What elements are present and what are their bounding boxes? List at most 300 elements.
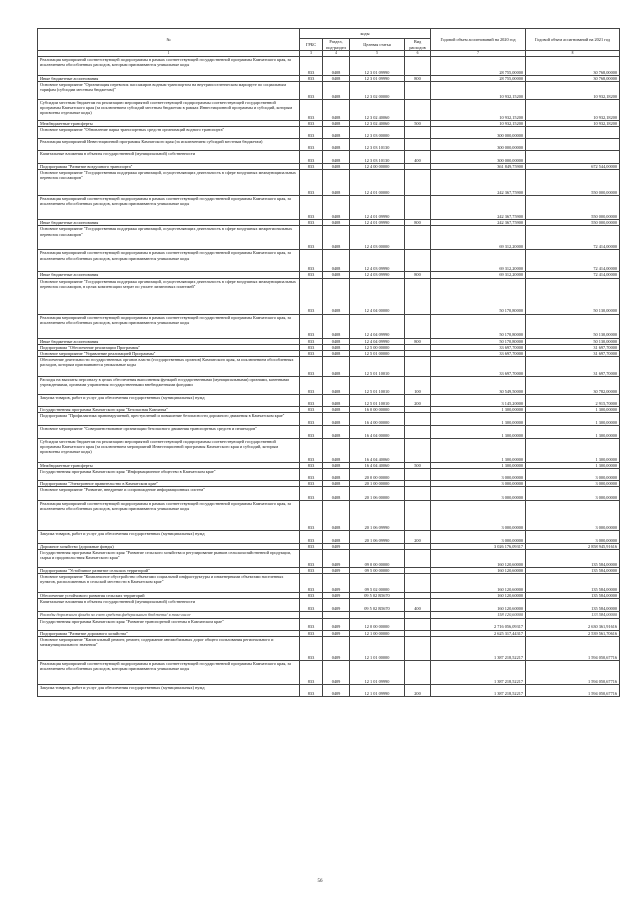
row-grbs: 833: [300, 278, 323, 314]
col-num-4: 4: [323, 51, 350, 57]
table-row: [38, 574, 620, 593]
col-num-6: 6: [405, 51, 431, 57]
row-csr: 09 5 02 R5670: [350, 599, 405, 612]
row-razdel: 0408: [323, 394, 350, 406]
row-csr: 20 1 06 09990: [350, 501, 405, 531]
table-row: [38, 376, 620, 394]
row-grbs: 833: [300, 226, 323, 250]
row-razdel: 0409: [323, 618, 350, 630]
row-grbs: 833: [300, 356, 323, 376]
row-amount-2020: 158 120,60000: [431, 612, 526, 618]
row-razdel: 0408: [323, 196, 350, 220]
row-vr: [405, 618, 431, 630]
row-name: Реализация мероприятий соответствующей подпрограммы в рамках соответствующей государственной программы Камчатского края, за исключением обособленных расходов, которым присваиваются уникальные коды: [38, 196, 300, 220]
header-vr: Вид расходов: [405, 39, 431, 51]
row-razdel: 0408: [323, 226, 350, 250]
row-csr: 12 3 02 40060: [350, 121, 405, 127]
row-amount-2021: 10 932,18200: [526, 100, 620, 121]
row-vr: 200: [405, 394, 431, 406]
row-razdel: 0408: [323, 338, 350, 344]
row-csr: 12 5 01 00000: [350, 350, 405, 356]
row-amount-2021: 3 000,00000: [526, 481, 620, 487]
row-name: Капитальные вложения в объекты государственной (муниципальной) собственности: [38, 599, 300, 612]
row-name: Закупка товаров, работ и услуг для обеспечения государственных (муниципальных) нужд: [38, 531, 300, 544]
row-razdel: 0408: [323, 82, 350, 100]
row-vr: [405, 170, 431, 196]
table-row: [38, 684, 620, 696]
row-amount-2021: 10 932,18200: [526, 82, 620, 100]
row-grbs: 833: [300, 170, 323, 196]
row-csr: 12 0 00 00000: [350, 618, 405, 630]
row-name: Обеспечение устойчивого развития сельских территорий: [38, 593, 300, 599]
row-name: Реализация мероприятий соответствующей подпрограммы в рамках соответствующей государственной программы Камчатского края, за исключением обособленных расходов, которым присваиваются уникальные коды: [38, 314, 300, 338]
row-csr: 12 1 01 09990: [350, 660, 405, 684]
row-amount-2021: 1 594 050,67716: [526, 684, 620, 696]
row-name: Подпрограмма "Устойчивое развитие сельских территорий": [38, 568, 300, 574]
header-grbs: ГРБС: [300, 39, 323, 51]
row-amount-2021: 1 594 050,67716: [526, 660, 620, 684]
table-row: [38, 314, 620, 338]
row-grbs: 833: [300, 272, 323, 278]
row-amount-2020: 33 697,70000: [431, 344, 526, 350]
row-amount-2020: 3 026 176,09317: [431, 544, 526, 550]
row-amount-2021: 30 768,00000: [526, 57, 620, 76]
row-vr: [405, 139, 431, 151]
row-amount-2021: 10 932,18200: [526, 121, 620, 127]
header-razdel: Раздел, под-раздел: [323, 39, 350, 51]
row-amount-2020: 3 000,00000: [431, 469, 526, 481]
row-csr: 20 1 06 09990: [350, 531, 405, 544]
table-row: [38, 550, 620, 568]
budget-table: [37, 28, 620, 697]
row-razdel: 0409: [323, 636, 350, 660]
row-grbs: 833: [300, 425, 323, 438]
row-amount-2020: 50 170,80000: [431, 338, 526, 344]
table-row: [38, 599, 620, 612]
row-csr: 20 0 00 00000: [350, 469, 405, 481]
row-amount-2020: 300 000,00000: [431, 139, 526, 151]
row-grbs: 833: [300, 344, 323, 350]
table-row: [38, 412, 620, 425]
row-razdel: 0409: [323, 550, 350, 568]
row-vr: [405, 100, 431, 121]
row-csr: 12 3 03 10130: [350, 139, 405, 151]
row-name: Субсидии местным бюджетам на реализацию мероприятий соответствующей подпрограммы соответствующей государственной программы Камчатского края (за исключением мероприятий Инвестиционной программы Камчатского края и субсидий, которым присвоены отдельные коды): [38, 438, 300, 462]
row-name: Государственная программа Камчатского края "Информационное общество в Камчатском крае": [38, 469, 300, 481]
row-razdel: 0408: [323, 151, 350, 164]
table-row: [38, 501, 620, 531]
row-razdel: 0409: [323, 574, 350, 593]
row-vr: 800: [405, 338, 431, 344]
row-amount-2020: 3 000,00000: [431, 501, 526, 531]
row-amount-2020: 160 120,60000: [431, 550, 526, 568]
row-razdel: 0408: [323, 469, 350, 481]
row-amount-2021: 2 630 361,91616: [526, 618, 620, 630]
row-amount-2021: 72 414,00000: [526, 226, 620, 250]
table-row: [38, 278, 620, 314]
row-razdel: 0408: [323, 314, 350, 338]
table-row: [38, 487, 620, 501]
row-vr: 400: [405, 599, 431, 612]
header-year-2020: Годовой объем ассигнований на 2020 год: [431, 29, 526, 51]
row-razdel: 0408: [323, 376, 350, 394]
table-row: [38, 57, 620, 76]
row-name: Основное мероприятие "Государственная поддержка организаций, осуществляющих деятельность в сфере воздушных межмуниципальных перевозок пассажиров": [38, 170, 300, 196]
row-amount-2021: 1 300,00000: [526, 438, 620, 462]
row-razdel: 0409: [323, 599, 350, 612]
header-year-2021: Годовой объем ассигнований на 2021 год: [526, 29, 620, 51]
table-row: [38, 469, 620, 481]
row-razdel: 0408: [323, 100, 350, 121]
row-csr: 12 4 00 00000: [350, 164, 405, 170]
table-row: [38, 660, 620, 684]
row-grbs: 833: [300, 196, 323, 220]
row-amount-2021: 1 594 050,67716: [526, 636, 620, 660]
row-amount-2020: 28 755,00000: [431, 57, 526, 76]
row-amount-2021: 31 697,70000: [526, 350, 620, 356]
row-grbs: 833: [300, 406, 323, 412]
row-amount-2020: 1 300,00000: [431, 406, 526, 412]
row-name: Основное мероприятие "Капитальный ремонт, ремонт, содержание автомобильных дорог общего пользования регионального и межмуниципального значения": [38, 636, 300, 660]
row-amount-2020: 30 549,50000: [431, 376, 526, 394]
row-vr: [405, 438, 431, 462]
row-amount-2021: 2 858 945,91616: [526, 544, 620, 550]
row-amount-2020: 10 932,15200: [431, 121, 526, 127]
row-name: Основное мероприятие "Управление реализацией Программы": [38, 350, 300, 356]
row-razdel: 0408: [323, 127, 350, 139]
row-razdel: 0408: [323, 76, 350, 82]
row-csr: 12 1 01 00000: [350, 636, 405, 660]
row-amount-2021: 3 000,00000: [526, 501, 620, 531]
row-grbs: 833: [300, 164, 323, 170]
row-grbs: 833: [300, 684, 323, 696]
header-codes: коды: [300, 29, 431, 39]
row-name: Реализация мероприятий соответствующей подпрограммы в рамках соответствующей государственной программы Камчатского края, за исключением обособленных расходов, которым присваиваются уникальные коды: [38, 250, 300, 272]
row-csr: 09 5 02 00000: [350, 574, 405, 593]
row-grbs: 833: [300, 412, 323, 425]
row-razdel: 0408: [323, 170, 350, 196]
row-name: Реализация мероприятий соответствующей подпрограммы в рамках соответствующей государственной программы Камчатского края, за исключением обособленных расходов, которым присваиваются уникальные коды: [38, 660, 300, 684]
row-vr: [405, 660, 431, 684]
row-amount-2021: 31 697,70000: [526, 356, 620, 376]
row-name: Субсидии местным бюджетам на реализацию мероприятий соответствующей подпрограммы соответствующей государственной программы Камчатского края (за исключением субсидий местным бюджетам в рамках Инвестиционной программы и субсидий, которым присвоены отдельные коды): [38, 100, 300, 121]
row-name: Реализация мероприятий Инвестиционной программы Камчатского края (за исключением субсидий местным бюджетам): [38, 139, 300, 151]
row-grbs: 833: [300, 544, 323, 550]
table-row: [38, 438, 620, 462]
row-amount-2021: 30 768,00000: [526, 76, 620, 82]
row-grbs: 833: [300, 481, 323, 487]
row-name: Государственная программа Камчатского края "Безопасная Камчатка": [38, 406, 300, 412]
row-amount-2020: 1 387 218,52217: [431, 636, 526, 660]
row-name: Дорожное хозяйство (дорожные фонды): [38, 544, 300, 550]
row-razdel: 0409: [323, 630, 350, 636]
table-row: [38, 139, 620, 151]
row-vr: 500: [405, 121, 431, 127]
row-grbs: 833: [300, 574, 323, 593]
row-csr: 12 4 04 09990: [350, 338, 405, 344]
row-razdel: 0408: [323, 220, 350, 226]
row-razdel: 0408: [323, 350, 350, 356]
row-csr: 12 3 01 09990: [350, 57, 405, 76]
row-grbs: 833: [300, 568, 323, 574]
table-row: [38, 100, 620, 121]
row-amount-2021: 135 584,00000: [526, 550, 620, 568]
row-csr: 16 4 00 00000: [350, 412, 405, 425]
row-vr: [405, 487, 431, 501]
row-grbs: 833: [300, 636, 323, 660]
row-grbs: 833: [300, 593, 323, 599]
row-vr: [405, 574, 431, 593]
row-amount-2020: 3 000,00000: [431, 481, 526, 487]
row-amount-2021: 135 584,00000: [526, 593, 620, 599]
row-grbs: 833: [300, 250, 323, 272]
row-amount-2021: 135 584,00000: [526, 574, 620, 593]
table-row: [38, 636, 620, 660]
row-vr: 400: [405, 151, 431, 164]
row-name: Основное мероприятие "Обновление парка транспортных средств организаций водного транспорта": [38, 127, 300, 139]
row-csr: 12 4 03 00000: [350, 226, 405, 250]
table-row: [38, 356, 620, 376]
row-razdel: 0408: [323, 164, 350, 170]
row-amount-2021: 550 000,00000: [526, 170, 620, 196]
row-razdel: 0408: [323, 344, 350, 350]
row-vr: [405, 82, 431, 100]
row-amount-2020: 242 367,75900: [431, 196, 526, 220]
row-grbs: 833: [300, 220, 323, 226]
row-csr: 20 1 06 00000: [350, 487, 405, 501]
row-csr: 12 5 01 10010: [350, 394, 405, 406]
row-name: Подпрограмма "Электронное правительство в Камчатском крае": [38, 481, 300, 487]
row-amount-2020: 28 755,00000: [431, 76, 526, 82]
row-razdel: 0408: [323, 487, 350, 501]
row-amount-2020: 3 145,20000: [431, 394, 526, 406]
row-amount-2020: 160 120,60000: [431, 599, 526, 612]
row-name: Реализация мероприятий соответствующей подпрограммы в рамках соответствующей государственной программы Камчатского края, за исключением обособленных расходов, которым присваиваются уникальные коды: [38, 501, 300, 531]
row-grbs: 833: [300, 660, 323, 684]
row-grbs: 833: [300, 394, 323, 406]
col-num-1: 1: [38, 51, 300, 57]
row-vr: 800: [405, 76, 431, 82]
row-amount-2021: 1 300,00000: [526, 406, 620, 412]
row-name: Основное мероприятие "Совершенствование организации безопасного движения транспортных средств и пешеходов": [38, 425, 300, 438]
row-grbs: 833: [300, 121, 323, 127]
row-razdel: 0408: [323, 250, 350, 272]
row-vr: [405, 278, 431, 314]
row-razdel: 0409: [323, 544, 350, 550]
budget-table-sheet: [37, 28, 619, 697]
row-amount-2021: 550 000,00000: [526, 196, 620, 220]
row-grbs: 833: [300, 599, 323, 612]
row-grbs: 833: [300, 338, 323, 344]
table-row: [38, 170, 620, 196]
row-amount-2021: 50 130,00000: [526, 278, 620, 314]
row-csr: 12 3 01 09990: [350, 76, 405, 82]
row-name: Основное мероприятие "Организация перевозок пассажиров водным транспортом на внутрипоселенческом маршруте по социальным тарифам (субсидии местным бюджетам)": [38, 82, 300, 100]
row-csr: 12 3 03 10130: [350, 151, 405, 164]
row-razdel: 0408: [323, 481, 350, 487]
table-row: [38, 250, 620, 272]
col-num-3: 3: [300, 51, 323, 57]
row-vr: [405, 550, 431, 568]
row-amount-2021: 1 300,00000: [526, 462, 620, 468]
row-name: Расходы на выплаты персоналу в целях обеспечения выполнения функций государственными (муниципальными) органами, казенными учреждениями, органами управления государственными внебюджетными фондами: [38, 376, 300, 394]
row-vr: [405, 226, 431, 250]
row-csr: 12 3 02 40060: [350, 100, 405, 121]
table-row: [38, 618, 620, 630]
row-amount-2021: 3 000,00000: [526, 469, 620, 481]
row-amount-2020: 69 312,20000: [431, 250, 526, 272]
row-grbs: 833: [300, 139, 323, 151]
row-vr: [405, 127, 431, 139]
table-row: [38, 425, 620, 438]
row-razdel: 0409: [323, 660, 350, 684]
row-name: Подпрограмма "Профилактика правонарушений, преступлений и повышение безопасности дорожного движения в Камчатском крае": [38, 412, 300, 425]
row-grbs: 833: [300, 82, 323, 100]
row-amount-2020: 1 300,00000: [431, 412, 526, 425]
row-amount-2020: 10 932,15200: [431, 100, 526, 121]
row-grbs: 833: [300, 469, 323, 481]
row-name: Иные бюджетные ассигнования: [38, 220, 300, 226]
row-amount-2020: 50 170,80000: [431, 314, 526, 338]
row-grbs: 833: [300, 376, 323, 394]
header-num: №: [38, 29, 300, 51]
row-amount-2020: 1 300,00000: [431, 462, 526, 468]
row-name: Основное мероприятие "Комплексное обустройство объектами социальной инфраструктуры и инженерными объектами населенных пунктов, расположенных в сельской местности в Камчатском крае": [38, 574, 300, 593]
row-csr: 12 5 01 10010: [350, 376, 405, 394]
row-amount-2020: 1 387 218,52217: [431, 660, 526, 684]
row-amount-2020: 69 312,20000: [431, 226, 526, 250]
row-vr: [405, 412, 431, 425]
table-row: [38, 531, 620, 544]
row-amount-2021: 550 000,00000: [526, 220, 620, 226]
row-amount-2020: 1 300,00000: [431, 438, 526, 462]
row-grbs: 833: [300, 314, 323, 338]
row-csr: 09 0 00 00000: [350, 550, 405, 568]
col-num-8: 8: [526, 51, 620, 57]
row-vr: [405, 356, 431, 376]
row-amount-2020: 33 697,70000: [431, 350, 526, 356]
row-amount-2020: 160 120,60000: [431, 574, 526, 593]
row-amount-2020: 3 000,00000: [431, 487, 526, 501]
row-grbs: 833: [300, 550, 323, 568]
row-csr: 12 5 01 10010: [350, 356, 405, 376]
row-amount-2021: 135 584,00000: [526, 568, 620, 574]
row-csr: 16 4 04 40060: [350, 462, 405, 468]
row-csr: 16 4 04 40060: [350, 438, 405, 462]
row-amount-2020: 160 120,60000: [431, 568, 526, 574]
row-name: Подпрограмма "Развитие воздушного транспорта": [38, 164, 300, 170]
row-grbs: 833: [300, 438, 323, 462]
row-razdel: 0408: [323, 412, 350, 425]
row-amount-2020: 3 000,00000: [431, 531, 526, 544]
row-amount-2020: 2 716 056,09317: [431, 618, 526, 630]
row-vr: 500: [405, 462, 431, 468]
row-razdel: 0409: [323, 568, 350, 574]
table-row: [38, 226, 620, 250]
row-amount-2021: 72 414,00000: [526, 250, 620, 272]
row-csr: 20 1 00 00000: [350, 481, 405, 487]
row-name: Обеспечение деятельности государственных органов власти (государственных органов) Камчатского края, за исключением обособленных расходов, которым присваиваются уникальные коды: [38, 356, 300, 376]
row-amount-2021: 3 000,00000: [526, 487, 620, 501]
row-csr: 16 4 04 00000: [350, 425, 405, 438]
row-razdel: 0409: [323, 593, 350, 599]
row-amount-2020: 160 120,60000: [431, 593, 526, 599]
row-grbs: 833: [300, 501, 323, 531]
row-name: Расходы дорожного фонда за счет средств федерального бюджета/ в том числе: [38, 612, 300, 618]
row-csr: 16 0 00 00000: [350, 406, 405, 412]
table-header: [38, 29, 620, 57]
row-amount-2021: [526, 127, 620, 139]
row-amount-2020: 33 697,70000: [431, 356, 526, 376]
row-amount-2020: 361 849,75900: [431, 164, 526, 170]
table-body: [38, 57, 620, 697]
row-amount-2021: [526, 139, 620, 151]
row-amount-2021: 1 300,00000: [526, 412, 620, 425]
row-amount-2021: 133 584,00000: [526, 612, 620, 618]
row-name: Межбюджетные трансферты: [38, 121, 300, 127]
row-vr: 200: [405, 531, 431, 544]
page-number: 56: [317, 879, 323, 884]
row-amount-2020: 1 300,00000: [431, 425, 526, 438]
row-amount-2021: 1 300,00000: [526, 425, 620, 438]
col-num-7: 7: [431, 51, 526, 57]
row-razdel: 0408: [323, 501, 350, 531]
row-vr: 800: [405, 272, 431, 278]
row-name: Межбюджетные трансферты: [38, 462, 300, 468]
row-vr: [405, 250, 431, 272]
row-razdel: 0408: [323, 57, 350, 76]
row-amount-2020: 242 367,75900: [431, 170, 526, 196]
row-razdel: 0408: [323, 425, 350, 438]
row-name: Иные бюджетные ассигнования: [38, 76, 300, 82]
row-name: Закупка товаров, работ и услуг для обеспечения государственных (муниципальных) нужд: [38, 684, 300, 696]
row-amount-2020: 50 170,80000: [431, 278, 526, 314]
row-vr: [405, 314, 431, 338]
table-row: [38, 394, 620, 406]
row-name: Подпрограмма "Обеспечение реализации Программы": [38, 344, 300, 350]
row-csr: 09 5 00 00000: [350, 568, 405, 574]
row-razdel: 0409: [323, 684, 350, 696]
row-amount-2020: 10 932,15200: [431, 82, 526, 100]
row-csr: 12 1 00 00000: [350, 630, 405, 636]
row-csr: 12 4 01 09990: [350, 220, 405, 226]
row-grbs: 833: [300, 630, 323, 636]
row-csr: 12 5 00 00000: [350, 344, 405, 350]
row-razdel: 0408: [323, 356, 350, 376]
row-amount-2021: 50 130,00000: [526, 314, 620, 338]
row-razdel: 0408: [323, 406, 350, 412]
row-razdel: 0408: [323, 531, 350, 544]
row-grbs: 833: [300, 100, 323, 121]
row-amount-2020: 69 312,20000: [431, 272, 526, 278]
row-amount-2021: [526, 151, 620, 164]
row-razdel: 0408: [323, 121, 350, 127]
table-row: [38, 196, 620, 220]
row-name: Закупка товаров, работ и услуг для обеспечения государственных (муниципальных) нужд: [38, 394, 300, 406]
row-name: Основное мероприятие "Государственная поддержка организаций, осуществляющих деятельность в сфере воздушных межмуниципальных перевозок пассажиров, в целях компенсации затрат по уплате лизинговых платежей": [38, 278, 300, 314]
row-razdel: 0408: [323, 438, 350, 462]
row-name: Основное мероприятие "Государственная поддержка организаций, осуществляющих деятельность в сфере воздушных межрегиональных перевозок пассажиров": [38, 226, 300, 250]
row-name: Реализация мероприятий соответствующей подпрограммы в рамках соответствующей государственной программы Камчатского края, за исключением обособленных расходов, которым присваиваются уникальные коды: [38, 57, 300, 76]
row-amount-2021: 50 130,00000: [526, 338, 620, 344]
row-amount-2020: 2 625 317,44317: [431, 630, 526, 636]
row-amount-2021: 30 782,00000: [526, 376, 620, 394]
row-grbs: 833: [300, 151, 323, 164]
row-name: Государственная программа Камчатского края "Развитие сельского хозяйства и регулирование рынков сельскохозяйственной продукции, сырья и продовольствия Камчатского края": [38, 550, 300, 568]
row-razdel: 0408: [323, 139, 350, 151]
row-vr: [405, 425, 431, 438]
row-vr: [405, 57, 431, 76]
